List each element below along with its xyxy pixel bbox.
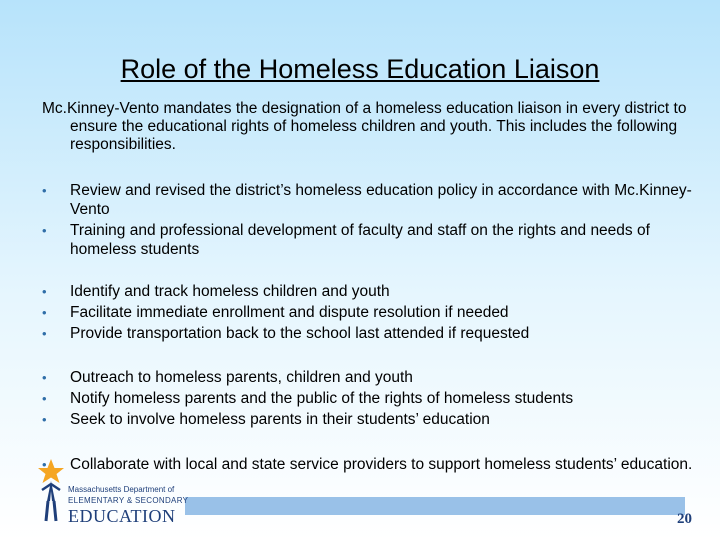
list-item: • Notify homeless parents and the public of the rights of homeless students xyxy=(42,390,574,407)
list-item: • Outreach to homeless parents, children and youth xyxy=(42,369,413,386)
logo-line-2: ELEMENTARY & SECONDARY xyxy=(68,496,189,505)
page-number: 20 xyxy=(677,511,692,527)
bullet-icon: • xyxy=(42,457,47,472)
bullet-icon: • xyxy=(42,305,47,320)
bullet-group-1 xyxy=(42,181,702,261)
bullet-icon: • xyxy=(42,326,47,341)
list-item: • Training and professional development of faculty and staff on the rights and needs of homeless students xyxy=(42,222,650,258)
bullet-icon: • xyxy=(42,223,47,238)
bullet-group-3 xyxy=(42,368,702,431)
list-item: • Collaborate with local and state service providers to support homeless students’ education. xyxy=(42,456,693,473)
logo-line-3: EDUCATION xyxy=(68,506,176,526)
bullet-group-2 xyxy=(42,282,702,345)
bullet-icon: • xyxy=(42,284,47,299)
list-item: • Facilitate immediate enrollment and dispute resolution if needed xyxy=(42,304,509,321)
list-item: • Seek to involve homeless parents in their students’ education xyxy=(42,411,490,428)
bullet-icon: • xyxy=(42,370,47,385)
intro-paragraph: Mc.Kinney-Vento mandates the designation of a homeless education liaison in every district to ensure the educational rights of homeless children and youth. This includes the following responsibilities. xyxy=(42,100,687,153)
bullet-group-4 xyxy=(42,455,702,476)
list-item: • Review and revised the district’s homeless education policy in accordance with Mc.Kinney-Vento xyxy=(42,182,692,218)
logo-line-1: Massachusetts Department of xyxy=(68,485,175,494)
list-item: • Provide transportation back to the school last attended if requested xyxy=(42,325,530,342)
bullet-icon: • xyxy=(42,391,47,406)
list-item: • Identify and track homeless children and youth xyxy=(42,283,390,300)
bullet-icon: • xyxy=(42,412,47,427)
slide-title: Role of the Homeless Education Liaison xyxy=(120,54,600,84)
bullet-icon: • xyxy=(42,183,47,198)
footer-bar xyxy=(185,497,685,515)
